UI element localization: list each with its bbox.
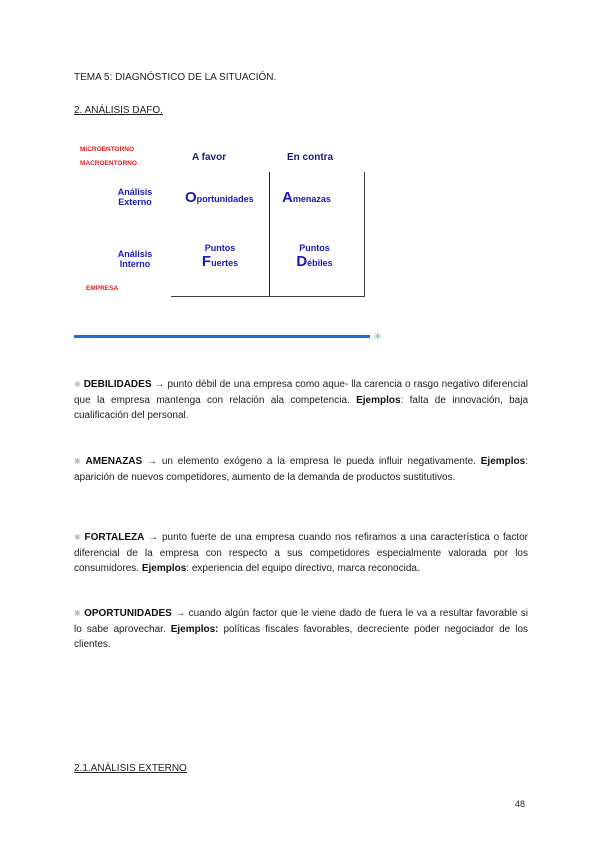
fuertes-puntos: Puntos: [204, 243, 236, 253]
fortaleza-text3: por los consumidores.: [74, 547, 528, 574]
debiles-initial: D: [296, 253, 308, 270]
macroentorno-label: MACROENTORNO: [80, 160, 137, 167]
fortaleza-text4: : experiencia del equipo directivo, marca reconocida.: [186, 563, 420, 574]
amenazas-paragraph: [74, 454, 528, 485]
analisis-externo-line2: Externo: [118, 197, 152, 207]
empresa-label: EMPRESA: [86, 285, 119, 292]
subsection-heading: 2.1.ANÁLISIS EXTERNO: [74, 763, 187, 774]
debilidades-text4: innovación, baja cualificación del personal.: [74, 394, 529, 421]
diagram-right-border: [364, 172, 365, 297]
amenazas-text2: : aparición de nuevos competidores, aumento de la demanda de productos: [74, 456, 529, 483]
tema-heading: TEMA 5: DIAGNÓSTICO DE LA SITUACIÓN.: [74, 72, 277, 83]
amenazas-text1: un elemento exógeno a la empresa le pueda influir negativamente.: [161, 456, 476, 467]
fuertes-initial: F: [201, 253, 212, 270]
bullet-icon: ❋: [74, 457, 81, 466]
oportunidades-cell: [185, 189, 254, 207]
arrow: →: [142, 456, 162, 467]
arrow: →: [171, 608, 189, 619]
oportunidades-paragraph: [74, 606, 528, 653]
debilidades-paragraph: [74, 377, 528, 424]
blue-divider-bar: [74, 335, 370, 338]
oportunidades-ejemplos-label: Ejemplos:: [170, 623, 219, 635]
debilidades-ejemplos-label: Ejemplos: [356, 394, 401, 406]
analisis-interno-line1: Análisis: [117, 249, 153, 259]
oportunidades-text3: políticas fiscales favorables, decreciente poder: [218, 623, 440, 635]
amenazas-ejemplos-label: Ejemplos: [480, 456, 526, 467]
debilidades-text3: : falta de: [400, 394, 446, 406]
fuertes-cell: [190, 243, 250, 271]
debilidades-text2: diferencial que la empresa mantenga con relación ala competencia.: [74, 379, 529, 406]
amenazas-text3: sustitutivos.: [403, 471, 456, 483]
a-favor-header: A favor: [192, 152, 227, 163]
bullet-icon: ❋: [74, 533, 81, 542]
analisis-interno-line2: Interno: [119, 259, 151, 269]
sparkle-icon: ✳: [373, 331, 383, 343]
fortaleza-text2: factor diferencial de la empresa con respecto a sus competidores especialmente valorada: [74, 532, 529, 559]
debiles-rest: ébiles: [307, 258, 333, 268]
microentorno-label: MICROENTORNO: [80, 146, 135, 153]
amenazas-cell: [282, 189, 331, 207]
arrow: →: [144, 532, 162, 543]
amenazas-initial: A: [282, 189, 293, 206]
debilidades-term: DEBILIDADES: [83, 379, 152, 390]
bullet-icon: ❋: [74, 609, 81, 618]
fortaleza-term: FORTALEZA: [84, 532, 145, 543]
amenazas-term: AMENAZAS: [85, 456, 143, 467]
oportunidades-text1: cuando algún factor que le viene dado de fuera le va a resultar: [188, 608, 473, 619]
arrow: →: [151, 379, 168, 390]
debilidades-text1: punto débil de una empresa como aque- lla carencia o rasgo negativo: [167, 379, 480, 390]
section-heading: 2. ANÁLISIS DAFO.: [74, 105, 163, 116]
analisis-interno-label: [110, 249, 160, 269]
fuertes-rest: uertes: [211, 258, 239, 268]
bullet-icon: ❋: [74, 380, 81, 389]
diagram-vertical-divider: [269, 172, 270, 297]
oportunidades-term: OPORTUNIDADES: [84, 608, 172, 619]
analisis-externo-line1: Análisis: [117, 187, 153, 197]
fortaleza-text1: punto fuerte de una empresa cuando nos refiramos a una característica o: [161, 532, 500, 543]
debiles-cell: [287, 243, 342, 271]
page-number: 48: [515, 799, 526, 809]
fortaleza-ejemplos-label: Ejemplos: [141, 563, 187, 574]
debiles-puntos: Puntos: [299, 243, 330, 253]
amenazas-rest: menazas: [292, 194, 331, 204]
analisis-externo-label: [110, 187, 160, 207]
diagram-bottom-border: [171, 296, 365, 297]
fortaleza-paragraph: [74, 530, 528, 577]
oportunidades-text2: favorable si lo sabe aprovechar.: [74, 608, 528, 635]
oportunidades-text4: negociador de los clientes.: [74, 623, 529, 650]
oportunidades-initial: O: [185, 189, 197, 206]
oportunidades-rest: portunidades: [196, 194, 254, 204]
en-contra-header: En contra: [287, 152, 334, 163]
